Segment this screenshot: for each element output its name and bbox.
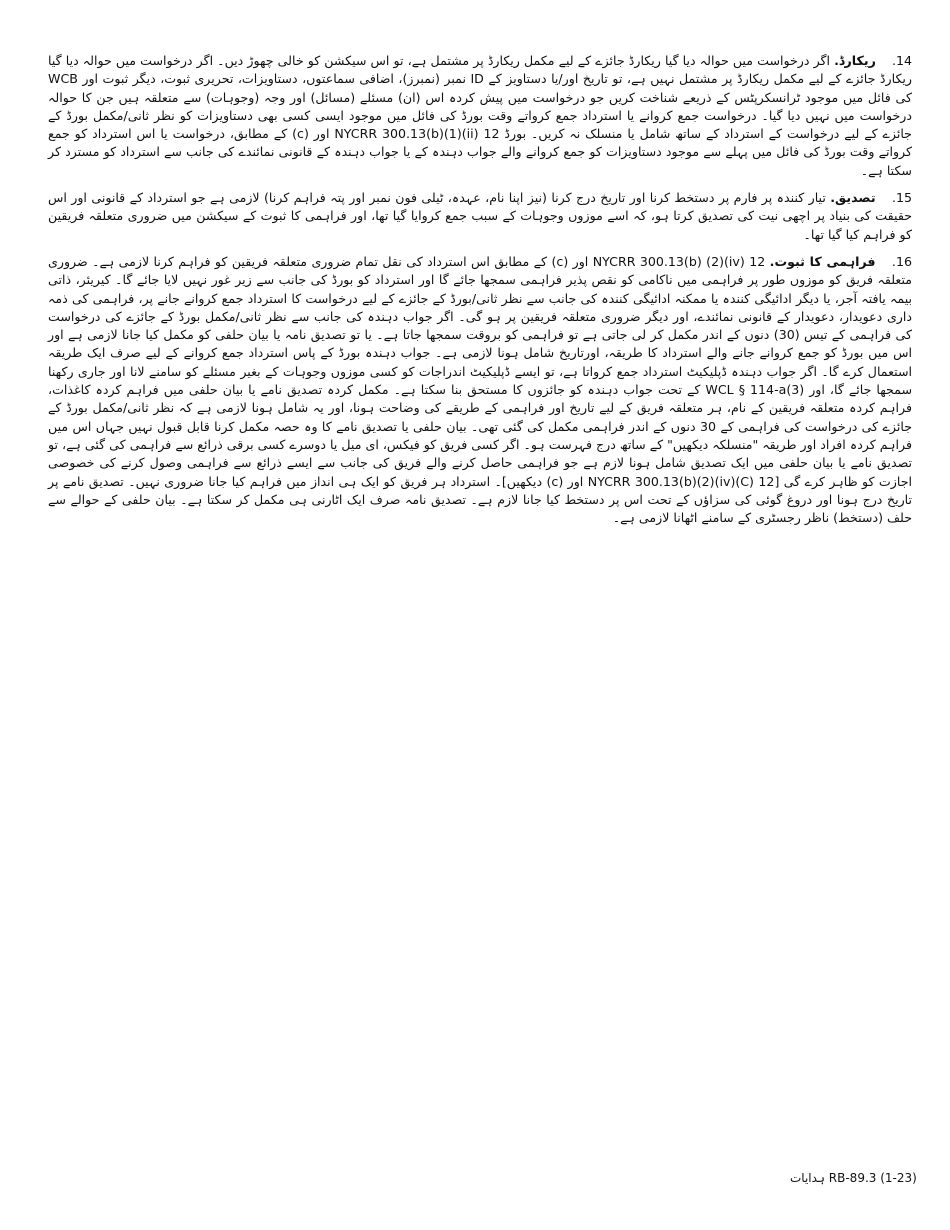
paragraph-number: 14.: [891, 53, 912, 68]
paragraph-number: 16.: [891, 253, 912, 269]
paragraph-14: [48, 52, 912, 180]
paragraph-text: اگر درخواست میں حوالہ دیا گیا ریکارڈ جائزے کے لیے مکمل ریکارڈ پر مشتمل ہے، تو اس سیکشن کو خالی چھوڑ دیں۔ اگر درخواست میں حوالہ دیا گیا ریکارڈ جائزے کے لیے مکمل ریکارڈ پر مشتمل نہیں ہے، تو تاریخ اور/یا دستاویز کے ID نمبر (نمبرز)، اضافی سماعتوں، دستاویزات، تحریری ثبوت، دیگر ثبوت اور WCB کی فائل میں موجود ٹرانسکرپٹس کے ذریعے شناخت کریں جو درخواست میں پیش کردہ اس (ان) مسئلے (مسائل) اور وجہ (وجوہات) سے متعلقہ ہیں جن کا حوالہ درخواست میں نہیں دیا گیا۔ درخواست جمع کروانے یا استرداد جمع کرواتے وقت بورڈ کی فائل میں موجود ایسی کسی بھی دستاویزات کو نظر ثانی/مکمل بورڈ کے جائزے کے لیے درخواست کے استرداد کے ساتھ شامل یا منسلک نہ کریں۔ بورڈ 12 NYCRR 300.13(b)(1)(ii) اور (c) کے مطابق، درخواست یا اس استرداد کو جمع کرواتے وقت بورڈ کی فائل میں پہلے سے موجود دستاویزات کو جمع کروانے والے جواب دہندہ کے یا جواب دہندہ کے قانونی نمائندے کی جانب سے استرداد کو مسترد کر سکتا ہے۔: [48, 53, 912, 178]
form-code-footer: RB-89.3 (1-23) ہدایات: [790, 1171, 917, 1185]
paragraph-16: [48, 253, 912, 527]
paragraph-heading: فراہمی کا ثبوت.: [769, 253, 876, 269]
paragraph-text: 12 NYCRR 300.13(b) (2)(iv) اور (c) کے مطابق اس استرداد کی نقل تمام ضروری متعلقہ فریقین کو فراہم کرنا لازمی ہے۔ ضروری متعلقہ فریق کو موزوں طور پر فراہمی میں ناکامی کو نقص پذیر فراہمی سمجھا جائے گا اور استرداد کو بورڈ کی جانب سے زیر غور نہیں لایا جائے گا۔ کیریئر، ذاتی بیمہ یافتہ آجر، یا دیگر ادائیگی کنندہ یا ممکنہ ادائیگی کنندہ کی جانب سے نظر ثانی/بورڈ کے جائزے کے لیے درخواست کا استرداد جمع کروانے جانے پر، فراہمی کی ذمہ داری دعویدار، دعویدار کے قانونی نمائندے، اور دیگر ضروری متعلقہ فریقین پر ہو گی۔ اگر جواب دہندہ کی جانب سے نظر ثانی/مکمل بورڈ کے جائزے کی درخواست کی فراہمی کے تیس (30) دنوں کے اندر مکمل کر لی جاتی ہے تو فراہمی کو بروقت سمجھا جاتا ہے۔ یا تو تصدیق نامہ یا بیان حلفی کو مکمل کیا جانا لازمی ہے اور اس میں بورڈ کو جمع کروانے جانے والے استرداد کا طریقہ، اورتاریخ شامل ہونا لازمی ہے۔ جواب دہندہ بورڈ کے پاس استرداد جمع کروانے کے لیے صرف ایک طریقہ استعمال کرے گا۔ اگر جواب دہندہ ڈپلیکیٹ استرداد جمع کرواتا ہے، تو ایسے ڈپلیکیٹ اندراجات کو کسی موزوں وجوہات کے بغیر مسئلے کو سامنے لانا اور جاری رکھنا سمجھا جائے گا، اور WCL § 114-a(3) کے تحت جواب دہندہ کو جائزوں کا مستحق بنا سکتا ہے۔ مکمل کردہ تصدیق نامے یا بیان حلفی میں فراہم کردہ کاغذات، فراہم کردہ متعلقہ فریقین کے نام، ہر متعلقہ فریق کے لیے تاریخ اور فراہمی کے طریقے کی وضاحت ہونا، اور یہ شامل ہونا لازمی ہے کہ نظر ثانی/مکمل بورڈ کے جائزے کی درخواست کی فراہمی کے 30 دنوں کے اندر فراہمی مکمل کی گئی تھی۔ بیان حلفی یا تصدیق نامے کا وہ حصہ مکمل کرنا قابل قبول نہیں جہاں اس میں فراہم کردہ افراد اور طریقہ "منسلکہ دیکھیں" کے ساتھ درج فہرست ہو۔ اگر کسی فریق کو فیکس، ای میل یا دوسرے کسی برقی ذرائع سے فراہمی کی گئی ہے، تو تصدیق نامے یا بیان حلفی میں ایک تصدیق شامل ہونا لازم ہے جو فراہمی حاصل کرنے والے فریق کی جانب سے ایسے ذرائع سے فراہمی وصول کرنے کی خصوصی اجازت کو ظاہر کرے گی [12 NYCRR 300.13(b)(2)(iv)(C) اور (c) دیکھیں]۔ استرداد ہر فریق کو ایک ہی انداز میں فراہم کیا جانا ضروری نہیں۔ تصدیق نامے پر تاریخ درج ہونا اور دروغ گوئی کی سزاؤں کے تحت اس پر دستخط کیا جانا لازم ہے۔ تصدیق نامہ صرف ایک اٹارنی ہی مکمل کر سکتا ہے۔ بیان حلفی کے حوالے سے حلف (دستخط) ناظر رجسٹری کے سامنے اٹھانا لازمی ہے۔: [48, 253, 913, 526]
paragraph-number: 15.: [891, 190, 912, 206]
paragraph-text: تیار کنندہ پر فارم پر دستخط کرنا اور تاریخ درج کرنا (نیز اپنا نام، عہدہ، ٹیلی فون نمبر اور پتہ فراہم کرنا) لازمی ہے جو استرداد کے قانونی اور اس حقیقت کی بنیاد پر اچھی نیت کی تصدیق کرتا ہو، کہ اسے موزوں وجوہات کے سبب جمع کروایا گیا تھا، اور فراہمی کا ثبوت کے سیکشن میں ضروری متعلقہ فریقین کو فراہم کیا گیا تھا۔: [48, 190, 912, 242]
instructions-body: [48, 52, 912, 536]
paragraph-heading: تصدیق.: [830, 190, 876, 206]
paragraph-15: [48, 189, 912, 244]
paragraph-heading: ریکارڈ.: [834, 53, 876, 68]
